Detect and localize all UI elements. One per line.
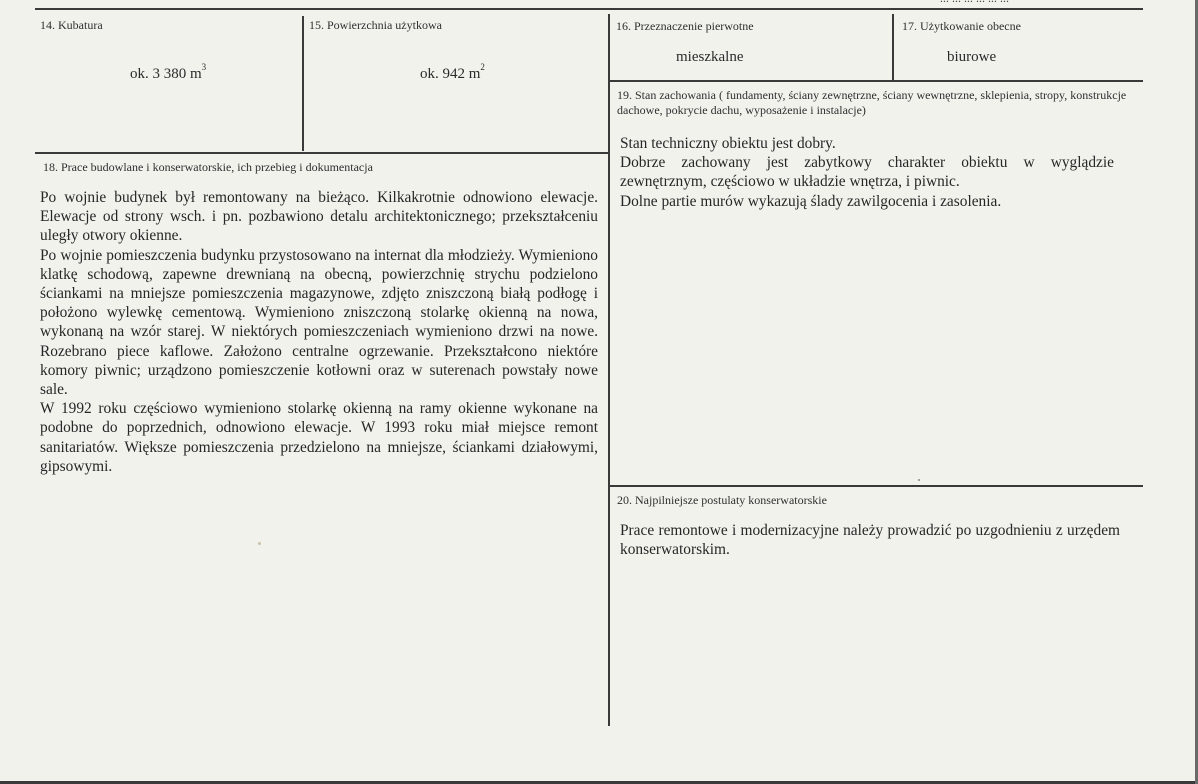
divider-center — [608, 14, 610, 726]
field-20-text — [620, 521, 1120, 559]
field-17-value: biurowe — [947, 49, 997, 65]
form-top-rule — [35, 8, 1143, 10]
field-19-text — [620, 134, 1114, 211]
field-18-label: 18. Prace budowlane i konserwatorskie, ich przebieg i dokumentacja — [43, 160, 373, 174]
field-16-value: mieszkalne — [676, 49, 744, 65]
field-18-text — [40, 188, 598, 476]
field-15-value-text: ok. 942 m — [420, 66, 481, 82]
field-18-paragraph: Po wojnie pomieszczenia budynku przystosowano na internat dla młodzieży. Wymieniono klatkę schodową, zapewne drewnianą na obecną, powierzchnię strychu podzielono ściankami na mniejsze pomieszczenia magazynowe, zdjęto zniszczoną białą podłogę i położono wylewkę cementową. Wymieniono zniszczoną stolarkę okienną na nowa, wykonaną na wzór starej. W niektórych pomieszczeniach wymieniono drzwi na nowe. Rozebrano piece kaflowe. Założono centralne ogrzewanie. Przekształcono niektóre komory piwnic; urządzono pomieszczenie kotłowni oraz w suterenach powstały nowe sale. — [40, 246, 598, 399]
rule-16-17-bottom — [610, 80, 1143, 82]
divider-14-15 — [302, 16, 304, 151]
field-16-label: 16. Przeznaczenie pierwotne — [616, 19, 754, 33]
field-20-paragraph: Prace remontowe i modernizacyjne należy prowadzić po uzgodnieniu z urzędem konserwatorskim. — [620, 522, 1120, 559]
field-18-paragraph: Po wojnie budynek był remontowany na bieżąco. Kilkakrotnie odnowiono elewacje. Elewacje od strony wsch. i pn. pozbawiono detalu architektonicznego; przekształceniu uległy otwory okienne. — [40, 189, 598, 245]
field-15-unit-exponent: 2 — [480, 62, 485, 72]
field-19-paragraph: Dolne partie murów wykazują ślady zawilgocenia i zasolenia. — [620, 192, 1002, 210]
header-fragment — [940, 0, 1009, 6]
field-15-value — [420, 64, 485, 83]
rule-20-top — [610, 485, 1143, 487]
field-19-label: 19. Stan zachowania ( fundamenty, ściany zewnętrzne, ściany wewnętrzne, sklepienia, stropy, konstrukcje dachowe, pokrycie dachu, wyposażenie i instalacje) — [617, 88, 1127, 117]
field-18-paragraph: W 1992 roku częściowo wymieniono stolarkę okienną na ramy okienne wykonane na podobne do poprzednich, odnowiono elewacje. W 1993 roku miał miejsce remont sanitariatów. Większe pomieszczenia przedzielono na mniejsze, ściankami działowymi, gipsowymi. — [40, 400, 598, 475]
field-15-label: 15. Powierzchnia użytkowa — [309, 18, 442, 32]
field-19-paragraph: Dobrze zachowany jest zabytkowy charakter obiektu w wyglądzie zewnętrznym, częściowo w układzie wnętrza, i piwnic. — [620, 154, 1114, 191]
field-17-label: 17. Użytkowanie obecne — [902, 19, 1021, 33]
rule-left-18-top — [35, 152, 609, 154]
field-14-unit-exponent: 3 — [201, 62, 207, 72]
field-14-value — [130, 64, 206, 83]
field-14-value-text: ok. 3 380 m — [130, 66, 202, 82]
scan-speck — [918, 479, 920, 481]
field-14-label: 14. Kubatura — [40, 18, 103, 32]
scan-speck — [258, 542, 261, 545]
field-20-label: 20. Najpilniejsze postulaty konserwatorskie — [617, 493, 827, 507]
divider-16-17 — [892, 14, 894, 82]
field-19-paragraph: Stan techniczny obiektu jest dobry. — [620, 135, 836, 152]
